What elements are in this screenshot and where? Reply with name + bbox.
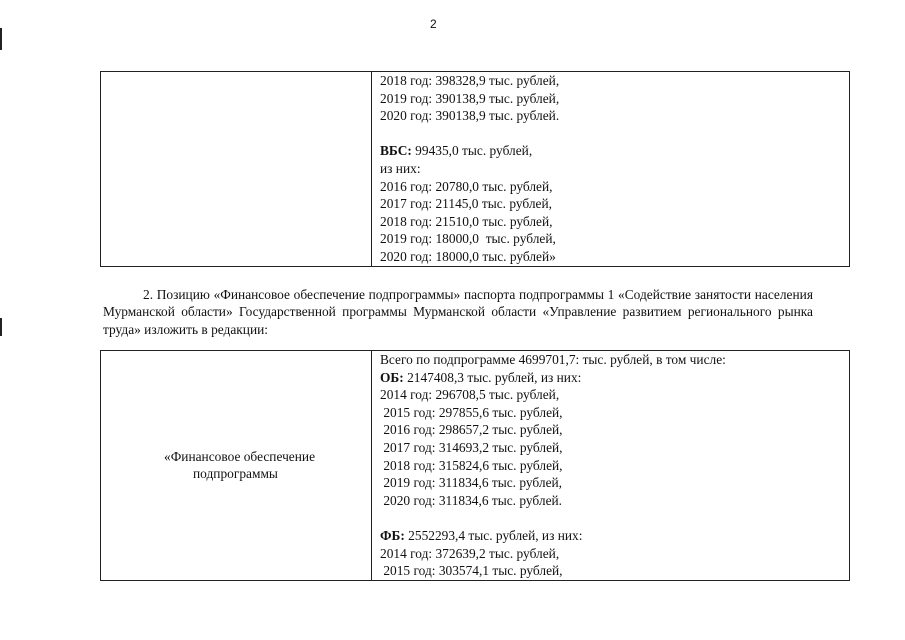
line-text: 2019 год: 311834,6 тыс. рублей,: [380, 475, 563, 491]
text-line: [380, 457, 849, 475]
line-text: из них:: [380, 160, 421, 176]
text-line: [380, 404, 849, 422]
text-line: [380, 439, 849, 457]
text-line: [380, 248, 849, 266]
table-continuation-lines: [372, 72, 849, 266]
amendment-paragraph: 2. Позицию «Финансовое обеспечение подпрограммы» паспорта подпрограммы 1 «Содействие занятости населения Мурманской области» Государственной программы Мурманской области «Управление развитием регионального рынка труда» изложить в редакции:: [103, 287, 813, 337]
table-continuation-left-cell: [101, 72, 372, 267]
line-text: 2019 год: 18000,0 тыс. рублей,: [380, 231, 556, 247]
text-line: [380, 72, 849, 90]
table-continuation: [100, 71, 850, 267]
text-line: [380, 562, 849, 580]
line-text: 2014 год: 296708,5 тыс. рублей,: [380, 387, 560, 403]
line-text: 2020 год: 18000,0 тыс. рублей»: [380, 248, 556, 264]
text-line: [380, 421, 849, 439]
text-line: [380, 545, 849, 563]
line-text: 2020 год: 311834,6 тыс. рублей.: [380, 492, 563, 508]
text-line: [380, 213, 849, 231]
table-financing-values-cell: [372, 351, 850, 581]
text-line: [380, 195, 849, 213]
line-text: 2015 год: 297855,6 тыс. рублей,: [380, 404, 563, 420]
text-line: [380, 474, 849, 492]
page-number: 2: [430, 17, 437, 31]
line-text: 2018 год: 398328,9 тыс. рублей,: [380, 73, 560, 88]
text-line: [380, 160, 849, 178]
text-line: [380, 230, 849, 248]
line-text: 2552293,4 тыс. рублей, из них:: [404, 527, 583, 543]
text-line: [380, 351, 849, 369]
line-text: 2018 год: 21510,0 тыс. рублей,: [380, 213, 553, 229]
financing-label-line2: подпрограммы: [193, 466, 278, 482]
line-text: 2017 год: 314693,2 тыс. рублей,: [380, 439, 563, 455]
table-continuation-right-cell: [372, 72, 850, 267]
table-financing: [100, 350, 850, 581]
line-text: Всего по подпрограмме 4699701,7: тыс. рублей, в том числе:: [380, 352, 726, 367]
line-text: 2015 год: 303574,1 тыс. рублей,: [380, 563, 563, 579]
line-text: 2016 год: 20780,0 тыс. рублей,: [380, 178, 553, 194]
text-line: [380, 492, 849, 510]
scan-edge-mark-middle: [0, 318, 2, 336]
table-financing-label-cell: [101, 351, 372, 581]
table-financing-lines: [372, 351, 849, 580]
line-text: 2014 год: 372639,2 тыс. рублей,: [380, 545, 560, 561]
source-label: ВБС:: [380, 143, 412, 159]
source-label: ФБ:: [380, 527, 405, 543]
line-text: 2147408,3 тыс. рублей, из них:: [403, 369, 582, 385]
text-line: [380, 125, 849, 143]
scan-edge-mark-top: [0, 28, 2, 50]
text-line: [380, 527, 849, 545]
financing-label-line1: «Финансовое обеспечение: [164, 448, 316, 464]
text-line: [380, 369, 849, 387]
source-label: ОБ:: [380, 369, 404, 385]
line-text: 2018 год: 315824,6 тыс. рублей,: [380, 457, 563, 473]
text-line: [380, 386, 849, 404]
text-line: [380, 178, 849, 196]
line-text: 2017 год: 21145,0 тыс. рублей,: [380, 196, 552, 212]
text-line: [380, 90, 849, 108]
line-text: 99435,0 тыс. рублей,: [411, 143, 533, 159]
text-line: [380, 509, 849, 527]
text-line: [380, 142, 849, 160]
text-line: [380, 107, 849, 125]
line-text: 2019 год: 390138,9 тыс. рублей,: [380, 90, 560, 106]
line-text: 2016 год: 298657,2 тыс. рублей,: [380, 422, 563, 438]
line-text: 2020 год: 390138,9 тыс. рублей.: [380, 108, 560, 124]
